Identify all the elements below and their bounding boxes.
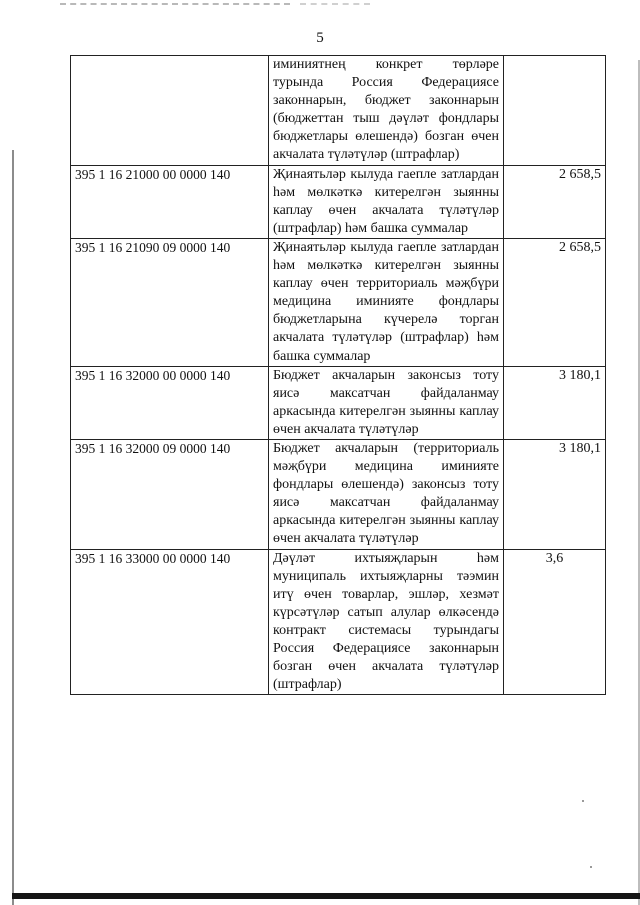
table-row — [71, 238, 606, 366]
revenue-code-cell: 395 1 16 32000 00 0000 140 — [71, 366, 269, 439]
revenue-description-cell: Җинаятьләр кылуда гаепле затлардан һәм мөлкәткә китерелгән зыянны каплау өчен акчалата түләтүләр (штрафлар) һәм башка суммалар — [269, 165, 504, 238]
table-row — [71, 165, 606, 238]
revenue-description-cell: иминиятнең конкрет төрләре турында Россия Федерациясе законнарын, бюджет законнарын (бюджеттан тыш дәүләт фондлары бюджетлары өлешендә) бозган өчен акчалата түләтүләр (штрафлар) — [269, 56, 504, 166]
table-row — [71, 549, 606, 695]
revenue-description-cell: Җинаятьләр кылуда гаепле затлардан һәм мөлкәткә китерелгән зыянны каплау өчен территориаль мәҗбүри медицина иминияте фондлары бюджетларына күчерелә торган акчалата түләтүләр (штрафлар) һәм башка суммалар — [269, 238, 504, 366]
revenue-description-cell: Бюджет акчаларын (территориаль мәҗбүри медицина иминияте фондлары өлешендә) законсыз тоту яисә максатчан файдаланмау аркасында китерелгән зыянны каплау өчен акчалата түләтүләр — [269, 439, 504, 549]
revenue-amount-cell: 3,6 — [504, 549, 606, 695]
budget-revenue-table — [70, 55, 606, 695]
revenue-code-cell: 395 1 16 21090 09 0000 140 — [71, 238, 269, 366]
scan-speck — [582, 800, 584, 802]
revenue-amount-cell: 2 658,5 — [504, 238, 606, 366]
revenue-code-cell: 395 1 16 33000 00 0000 140 — [71, 549, 269, 695]
revenue-code-cell — [71, 56, 269, 166]
table-row — [71, 366, 606, 439]
revenue-amount-cell: 3 180,1 — [504, 439, 606, 549]
table-row — [71, 439, 606, 549]
table-row — [71, 56, 606, 166]
revenue-code-cell: 395 1 16 21000 00 0000 140 — [71, 165, 269, 238]
scan-speck — [590, 866, 592, 868]
scan-artifact-top — [60, 3, 290, 5]
scan-bottom-edge — [12, 893, 640, 899]
scan-left-edge — [12, 150, 14, 905]
revenue-description-cell: Бюджет акчаларын законсыз тоту яисә максатчан файдаланмау аркасында китерелгән зыянны каплау өчен акчалата түләтүләр — [269, 366, 504, 439]
revenue-amount-cell: 2 658,5 — [504, 165, 606, 238]
scan-artifact-top-2 — [300, 3, 370, 5]
revenue-description-cell: Дәүләт ихтыяҗларын һәм муниципаль ихтыяҗларны тәэмин итү өчен товарлар, эшләр, хезмәт күрсәтүләр сатып алулар өлкәсендә контракт системасы турындагы Россия Федерациясе законнарын бозган өчен акчалата түләтүләр (штрафлар) — [269, 549, 504, 695]
revenue-code-cell: 395 1 16 32000 09 0000 140 — [71, 439, 269, 549]
revenue-amount-cell — [504, 56, 606, 166]
revenue-amount-cell: 3 180,1 — [504, 366, 606, 439]
page-number: 5 — [316, 30, 324, 46]
